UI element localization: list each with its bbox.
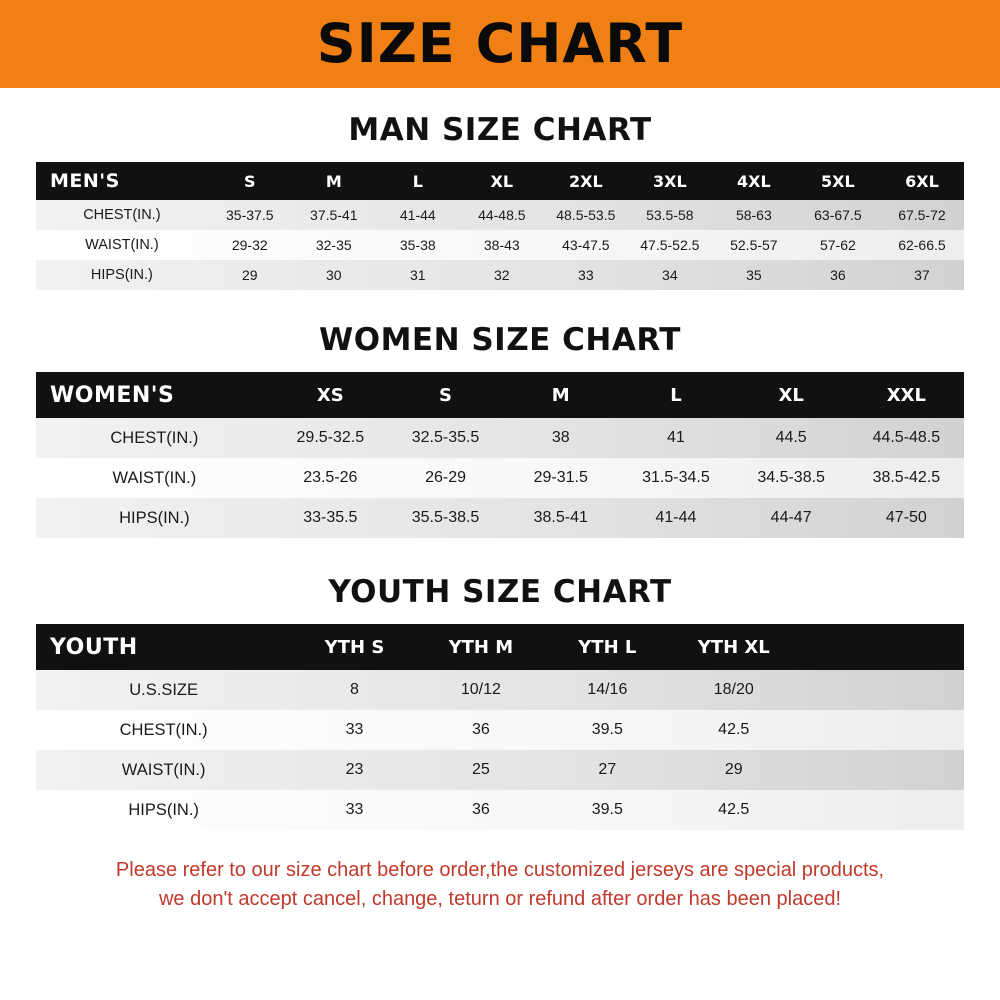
women-size-table <box>36 372 964 538</box>
row-label: CHEST(IN.) <box>110 428 199 447</box>
cell: 44-47 <box>770 509 812 526</box>
cell: 35-38 <box>399 237 436 253</box>
cell: 25 <box>472 761 490 778</box>
cell: 37 <box>914 267 930 283</box>
cell: 36 <box>472 801 490 818</box>
cell: 29 <box>241 267 258 283</box>
man-col-header: M <box>325 171 342 191</box>
man-col-header: 6XL <box>905 171 939 191</box>
youth-table-wrapper <box>0 624 1000 830</box>
cell: 33-35.5 <box>303 509 358 526</box>
cell: 8 <box>350 681 359 698</box>
cell: 23.5-26 <box>303 469 358 486</box>
cell-spacer <box>797 750 964 790</box>
cell: 32-35 <box>315 237 352 253</box>
man-table-head <box>36 162 964 200</box>
man-table-wrapper <box>0 162 1000 290</box>
women-col-header: XL <box>778 384 804 406</box>
cell: 36 <box>472 721 490 738</box>
youth-col-spacer <box>797 624 964 670</box>
women-lead-header: WOMEN'S <box>50 382 175 408</box>
table-row <box>36 790 964 830</box>
man-col-header: 2XL <box>568 171 603 191</box>
cell: 53.5-58 <box>646 207 694 223</box>
row-label: HIPS(IN.) <box>90 267 153 283</box>
man-col-header: 3XL <box>653 171 687 191</box>
footer-note <box>18 856 982 914</box>
cell: 38 <box>551 429 570 446</box>
youth-col-header: YTH M <box>448 636 514 658</box>
page-title: SIZE CHART <box>316 12 684 75</box>
cell: 43-47.5 <box>562 237 610 253</box>
cell: 32.5-35.5 <box>411 429 480 446</box>
women-col-header: L <box>670 384 682 406</box>
women-header-row <box>36 372 964 418</box>
cell: 33 <box>578 267 594 283</box>
table-row <box>36 670 964 710</box>
cell-spacer <box>797 670 964 710</box>
cell: 31.5-34.5 <box>642 469 710 486</box>
cell: 36 <box>830 267 846 283</box>
cell: 38.5-42.5 <box>872 469 941 486</box>
cell: 33 <box>345 801 364 818</box>
youth-section-heading: YOUTH SIZE CHART <box>328 574 672 610</box>
cell: 44.5-48.5 <box>872 429 941 446</box>
man-header-row <box>36 162 964 200</box>
cell: 29-31.5 <box>533 469 588 486</box>
cell: 57-62 <box>819 237 856 253</box>
youth-size-table <box>36 624 964 830</box>
cell: 67.5-72 <box>898 207 946 223</box>
cell: 39.5 <box>591 801 623 818</box>
footer-note-line-2: we don't accept cancel, change, teturn or refund after order has been placed! <box>158 888 842 910</box>
cell: 63-67.5 <box>814 207 862 223</box>
cell: 48.5-53.5 <box>556 207 616 223</box>
table-row <box>36 230 964 260</box>
cell: 52.5-57 <box>730 237 778 253</box>
cell: 27 <box>598 761 617 778</box>
cell: 26-29 <box>425 469 466 486</box>
man-col-header: 4XL <box>737 171 771 191</box>
cell: 10/12 <box>460 681 501 698</box>
table-row <box>36 260 964 290</box>
women-table-head <box>36 372 964 418</box>
cell: 31 <box>410 267 426 283</box>
cell: 41 <box>667 429 685 446</box>
man-col-header: XL <box>490 171 514 191</box>
women-col-header: XXL <box>886 384 926 406</box>
women-col-header: XS <box>316 384 344 406</box>
footer-note-line-1: Please refer to our size chart before order,the customized jerseys are special products, <box>115 859 885 881</box>
row-label: U.S.SIZE <box>129 680 199 699</box>
row-label: WAIST(IN.) <box>85 237 159 253</box>
row-label: CHEST(IN.) <box>83 207 161 223</box>
women-col-header: M <box>551 384 570 406</box>
cell: 35 <box>746 267 762 283</box>
man-lead-header: MEN'S <box>50 170 120 192</box>
cell: 44-48.5 <box>478 207 526 223</box>
row-label: HIPS(IN.) <box>119 508 190 527</box>
youth-table-head <box>36 624 964 670</box>
cell: 38.5-41 <box>533 509 588 526</box>
table-row <box>36 498 964 538</box>
table-row <box>36 418 964 458</box>
cell: 29-32 <box>231 237 268 253</box>
cell: 39.5 <box>591 721 623 738</box>
cell: 30 <box>325 267 342 283</box>
table-row <box>36 750 964 790</box>
row-label: WAIST(IN.) <box>121 760 206 779</box>
row-label: CHEST(IN.) <box>119 720 208 739</box>
cell: 23 <box>345 761 364 778</box>
cell: 34.5-38.5 <box>757 469 825 486</box>
row-label: WAIST(IN.) <box>112 468 197 487</box>
header-banner <box>0 0 1000 88</box>
cell: 38-43 <box>483 237 520 253</box>
cell-spacer <box>797 710 964 750</box>
cell: 47-50 <box>885 509 927 526</box>
cell: 35.5-38.5 <box>411 509 480 526</box>
cell: 41-44 <box>399 207 436 223</box>
women-col-header: S <box>439 384 452 406</box>
youth-col-header: YTH L <box>578 636 637 658</box>
cell-spacer <box>797 790 964 830</box>
man-size-table <box>36 162 964 290</box>
cell: 47.5-52.5 <box>640 237 700 253</box>
youth-lead-header: YOUTH <box>50 634 138 660</box>
youth-table-body <box>36 670 964 830</box>
cell: 37.5-41 <box>310 207 358 223</box>
cell: 29 <box>724 761 743 778</box>
row-label: HIPS(IN.) <box>128 800 199 819</box>
cell: 58-63 <box>735 207 772 223</box>
cell: 35-37.5 <box>226 207 274 223</box>
cell: 41-44 <box>655 509 697 526</box>
man-table-body <box>36 200 964 290</box>
cell: 32 <box>494 267 510 283</box>
table-row <box>36 200 964 230</box>
women-section-heading: WOMEN SIZE CHART <box>319 322 681 358</box>
cell: 44.5 <box>775 429 807 446</box>
cell: 29.5-32.5 <box>296 429 365 446</box>
youth-header-row <box>36 624 964 670</box>
man-section-heading: MAN SIZE CHART <box>348 112 652 148</box>
cell: 18/20 <box>713 681 754 698</box>
table-row <box>36 458 964 498</box>
cell: 42.5 <box>718 801 750 818</box>
cell: 62-66.5 <box>898 237 946 253</box>
women-table-body <box>36 418 964 538</box>
cell: 34 <box>662 267 678 283</box>
women-table-wrapper <box>0 372 1000 538</box>
man-col-header: 5XL <box>821 171 855 191</box>
man-col-header: S <box>243 171 256 191</box>
table-row <box>36 710 964 750</box>
youth-col-header: YTH S <box>324 636 385 658</box>
youth-col-header: YTH XL <box>697 636 770 658</box>
cell: 33 <box>345 721 364 738</box>
cell: 42.5 <box>718 721 750 738</box>
cell: 14/16 <box>587 681 628 698</box>
man-col-header: L <box>412 171 423 191</box>
